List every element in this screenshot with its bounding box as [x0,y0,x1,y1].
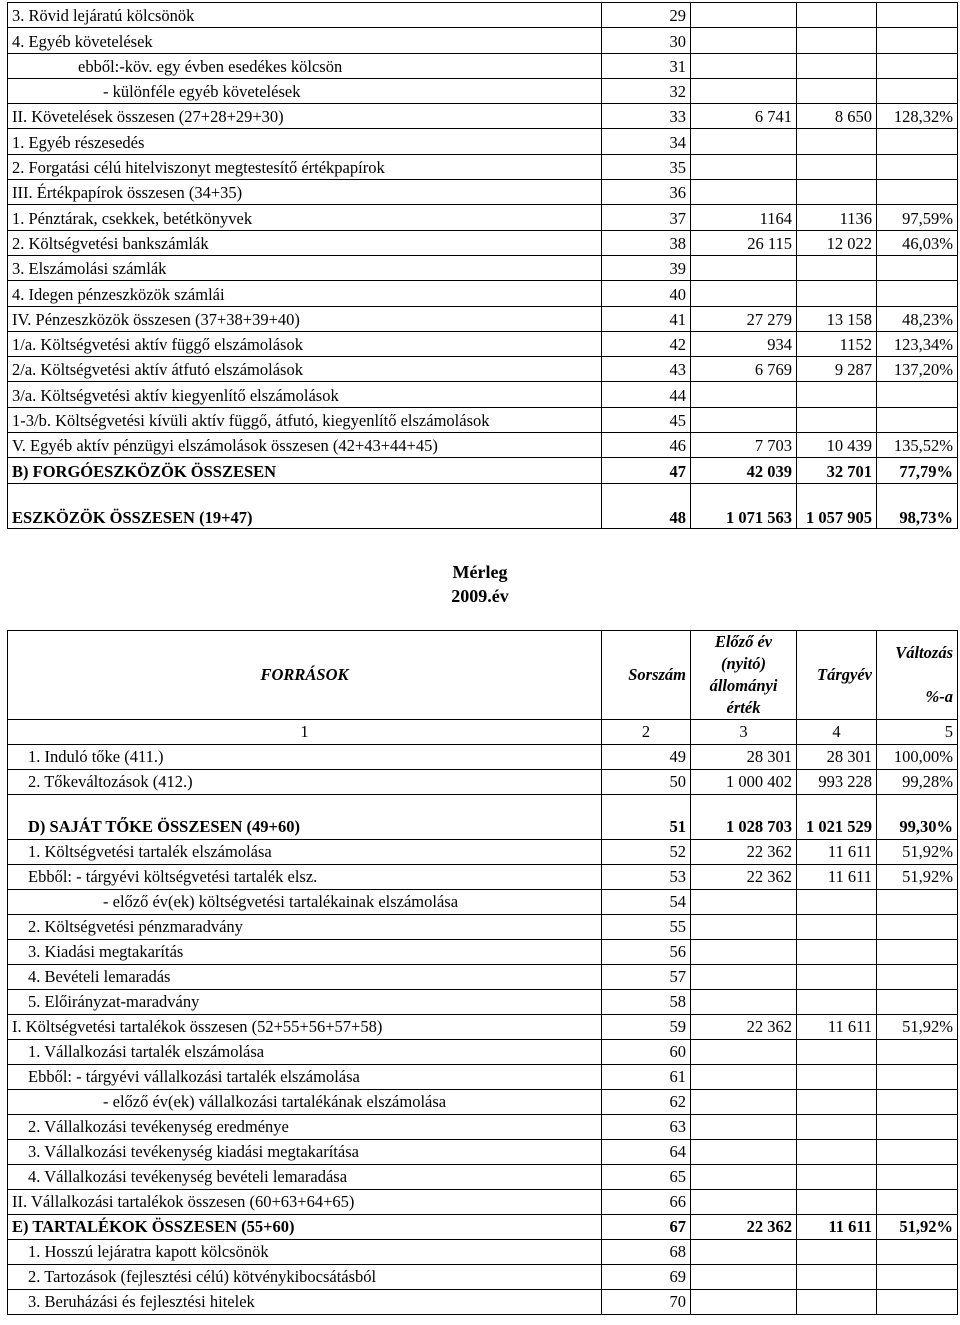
row-percent [877,1290,958,1315]
row-percent [877,28,958,53]
row-prev-value [691,990,797,1015]
row-label: Ebből: - tárgyévi költségvetési tartalék elsz. [8,865,602,890]
row-percent [877,1040,958,1065]
row-percent [877,129,958,154]
table-row [8,3,958,28]
row-prev-value [691,180,797,205]
row-curr-value: 993 228 [797,770,877,795]
row-curr-value [797,1115,877,1140]
row-curr-value: 11 611 [797,865,877,890]
table-row [8,205,958,230]
table-row [8,458,958,483]
row-label: II. Vállalkozási tartalékok összesen (60+63+64+65) [8,1190,602,1215]
row-curr-value [797,1265,877,1290]
page-title: Mérleg [452,562,508,582]
row-prev-value: 7 703 [691,433,797,458]
row-number: 67 [602,1215,691,1240]
row-label: IV. Pénzeszközök összesen (37+38+39+40) [8,306,602,331]
row-number: 48 [602,483,691,528]
row-prev-value: 1 000 402 [691,770,797,795]
table-row [8,865,958,890]
row-percent: 97,59% [877,205,958,230]
row-number: 36 [602,180,691,205]
row-prev-value [691,3,797,28]
row-percent [877,940,958,965]
header-valtozas-label: Változás [895,643,953,662]
row-prev-value [691,1140,797,1165]
row-prev-value [691,915,797,940]
table-row [8,1040,958,1065]
table-row [8,1115,958,1140]
row-label: 3. Rövid lejáratú kölcsönök [8,3,602,28]
row-percent [877,965,958,990]
row-number: 44 [602,382,691,407]
row-number: 30 [602,28,691,53]
row-label: 1. Költségvetési tartalék elszámolása [8,840,602,865]
row-prev-value [691,154,797,179]
row-number: 50 [602,770,691,795]
row-number: 29 [602,3,691,28]
row-curr-value: 10 439 [797,433,877,458]
row-number: 70 [602,1290,691,1315]
colnum-2: 2 [602,720,691,745]
table-row [8,940,958,965]
table-row [8,1065,958,1090]
table-row [8,1165,958,1190]
row-label: 1. Egyéb részesedés [8,129,602,154]
row-label: III. Értékpapírok összesen (34+35) [8,180,602,205]
row-label: 1/a. Költségvetési aktív függő elszámolások [8,331,602,356]
row-percent: 99,30% [877,795,958,840]
row-prev-value: 22 362 [691,840,797,865]
row-curr-value: 11 611 [797,1215,877,1240]
row-prev-value [691,1240,797,1265]
row-prev-value [691,1190,797,1215]
row-number: 37 [602,205,691,230]
row-label: 2. Tőkeváltozások (412.) [8,770,602,795]
row-prev-value [691,1040,797,1065]
row-number: 35 [602,154,691,179]
row-curr-value [797,965,877,990]
row-curr-value [797,940,877,965]
row-label: 1. Vállalkozási tartalék elszámolása [8,1040,602,1065]
row-prev-value [691,1090,797,1115]
row-number: 65 [602,1165,691,1190]
row-percent [877,3,958,28]
row-number: 45 [602,407,691,432]
row-curr-value: 1136 [797,205,877,230]
row-prev-value: 1164 [691,205,797,230]
row-prev-value: 28 301 [691,745,797,770]
row-prev-value [691,965,797,990]
row-number: 66 [602,1190,691,1215]
row-number: 33 [602,104,691,129]
row-number: 53 [602,865,691,890]
row-curr-value [797,915,877,940]
row-label: ESZKÖZÖK ÖSSZESEN (19+47) [8,483,602,528]
row-curr-value [797,1040,877,1065]
row-number: 68 [602,1240,691,1265]
table-row [8,1090,958,1115]
row-prev-value [691,78,797,103]
row-prev-value [691,407,797,432]
row-curr-value [797,1165,877,1190]
row-percent: 135,52% [877,433,958,458]
row-percent: 128,32% [877,104,958,129]
colnum-5: 5 [877,720,958,745]
row-curr-value [797,1240,877,1265]
row-prev-value [691,281,797,306]
row-label: D) SAJÁT TŐKE ÖSSZESEN (49+60) [8,795,602,840]
row-label: 3/a. Költségvetési aktív kiegyenlítő elszámolások [8,382,602,407]
row-curr-value [797,1090,877,1115]
table-row [8,965,958,990]
row-percent [877,1065,958,1090]
row-percent: 51,92% [877,865,958,890]
row-label: 1. Induló tőke (411.) [8,745,602,770]
row-curr-value [797,53,877,78]
table-row [8,53,958,78]
row-prev-value [691,1065,797,1090]
row-number: 62 [602,1090,691,1115]
table-row [8,78,958,103]
row-number: 56 [602,940,691,965]
table-row [8,281,958,306]
row-curr-value [797,890,877,915]
row-curr-value [797,1190,877,1215]
row-label: 2. Költségvetési pénzmaradvány [8,915,602,940]
row-curr-value: 9 287 [797,357,877,382]
row-label: B) FORGÓESZKÖZÖK ÖSSZESEN [8,458,602,483]
row-number: 47 [602,458,691,483]
colnum-1: 1 [8,720,602,745]
row-label: V. Egyéb aktív pénzügyi elszámolások összesen (42+43+44+45) [8,433,602,458]
row-number: 46 [602,433,691,458]
table-row [8,433,958,458]
row-label: 4. Vállalkozási tevékenység bevételi lemaradása [8,1165,602,1190]
row-prev-value [691,382,797,407]
row-percent [877,1265,958,1290]
row-percent: 46,03% [877,230,958,255]
row-prev-value [691,1165,797,1190]
row-label: 2. Vállalkozási tevékenység eredménye [8,1115,602,1140]
page-subtitle-year: 2009.év [451,586,509,606]
row-percent: 51,92% [877,1015,958,1040]
column-number-row [8,720,958,745]
row-label: - előző év(ek) vállalkozási tartalékának elszámolása [8,1090,602,1115]
row-label: - különféle egyéb követelések [8,78,602,103]
row-curr-value: 1 021 529 [797,795,877,840]
row-prev-value: 6 769 [691,357,797,382]
header-valtozas [877,631,958,720]
table-row [8,357,958,382]
row-prev-value [691,940,797,965]
row-percent [877,1115,958,1140]
row-label: 2. Forgatási célú hitelviszonyt megtestesítő értékpapírok [8,154,602,179]
row-percent [877,890,958,915]
row-number: 52 [602,840,691,865]
row-number: 42 [602,331,691,356]
row-prev-value [691,1290,797,1315]
row-curr-value [797,990,877,1015]
table-row [8,890,958,915]
table-row [8,1190,958,1215]
row-curr-value [797,382,877,407]
table-row [8,331,958,356]
row-percent: 77,79% [877,458,958,483]
row-prev-value: 42 039 [691,458,797,483]
row-label: 2/a. Költségvetési aktív átfutó elszámolások [8,357,602,382]
row-curr-value: 11 611 [797,840,877,865]
row-prev-value: 22 362 [691,1215,797,1240]
row-number: 49 [602,745,691,770]
row-percent [877,382,958,407]
row-number: 54 [602,890,691,915]
row-percent [877,990,958,1015]
row-label: 3. Vállalkozási tevékenység kiadási megtakarítása [8,1140,602,1165]
table-row [8,1215,958,1240]
table-row [8,990,958,1015]
colnum-3: 3 [691,720,797,745]
row-label: 4. Bevételi lemaradás [8,965,602,990]
header-valtozas-pct: %-a [925,687,953,706]
header-forrasok: FORRÁSOK [8,631,602,720]
row-percent [877,53,958,78]
table-row-total-assets [8,483,958,528]
row-number: 57 [602,965,691,990]
row-number: 32 [602,78,691,103]
row-curr-value: 1152 [797,331,877,356]
table-row [8,28,958,53]
row-prev-value [691,1265,797,1290]
row-prev-value [691,28,797,53]
row-label: ebből:-köv. egy évben esedékes kölcsön [8,53,602,78]
row-number: 39 [602,255,691,280]
row-number: 38 [602,230,691,255]
row-number: 34 [602,129,691,154]
table-row [8,1240,958,1265]
row-prev-value [691,1115,797,1140]
table-row [8,1140,958,1165]
row-label: 4. Egyéb követelések [8,28,602,53]
row-curr-value [797,255,877,280]
table-row [8,1265,958,1290]
header-sorszam: Sorszám [602,631,691,720]
row-label: - előző év(ek) költségvetési tartalékainak elszámolása [8,890,602,915]
table-row-equity-total [8,795,958,840]
row-prev-value: 1 028 703 [691,795,797,840]
row-label: 4. Idegen pénzeszközök számlái [8,281,602,306]
row-prev-value: 6 741 [691,104,797,129]
row-percent [877,281,958,306]
row-label: 1-3/b. Költségvetési kívüli aktív függő, átfutó, kiegyenlítő elszámolások [8,407,602,432]
row-prev-value [691,53,797,78]
table-row [8,745,958,770]
row-label: Ebből: - tárgyévi vállalkozási tartalék elszámolása [8,1065,602,1090]
row-curr-value [797,281,877,306]
table-row [8,840,958,865]
row-curr-value: 28 301 [797,745,877,770]
row-percent [877,255,958,280]
row-number: 40 [602,281,691,306]
row-curr-value [797,3,877,28]
row-label: 3. Kiadási megtakarítás [8,940,602,965]
assets-table [7,2,958,529]
row-number: 63 [602,1115,691,1140]
row-prev-value: 22 362 [691,865,797,890]
row-number: 41 [602,306,691,331]
row-number: 31 [602,53,691,78]
row-label: E) TARTALÉKOK ÖSSZESEN (55+60) [8,1215,602,1240]
table-row [8,255,958,280]
row-number: 60 [602,1040,691,1065]
table-row [8,382,958,407]
row-curr-value: 8 650 [797,104,877,129]
row-prev-value: 934 [691,331,797,356]
row-label: 3. Beruházási és fejlesztési hitelek [8,1290,602,1315]
row-percent: 98,73% [877,483,958,528]
row-prev-value: 22 362 [691,1015,797,1040]
row-percent [877,915,958,940]
row-percent [877,1240,958,1265]
row-number: 69 [602,1265,691,1290]
row-label: I. Költségvetési tartalékok összesen (52+55+56+57+58) [8,1015,602,1040]
colnum-4: 4 [797,720,877,745]
table-row [8,407,958,432]
row-number: 43 [602,357,691,382]
row-label: 1. Hosszú lejáratra kapott kölcsönök [8,1240,602,1265]
row-label: 2. Tartozások (fejlesztési célú) kötvénykibocsátásból [8,1265,602,1290]
row-curr-value: 1 057 905 [797,483,877,528]
row-prev-value: 26 115 [691,230,797,255]
table-row [8,1015,958,1040]
row-number: 55 [602,915,691,940]
row-curr-value [797,407,877,432]
table-header-row [8,631,958,720]
row-number: 58 [602,990,691,1015]
row-percent: 51,92% [877,1215,958,1240]
row-curr-value [797,129,877,154]
row-label: 5. Előirányzat-maradvány [8,990,602,1015]
row-percent: 137,20% [877,357,958,382]
row-curr-value: 32 701 [797,458,877,483]
row-percent: 99,28% [877,770,958,795]
row-percent [877,1165,958,1190]
row-percent [877,1090,958,1115]
row-curr-value [797,78,877,103]
row-number: 61 [602,1065,691,1090]
table-row [8,129,958,154]
table-row [8,154,958,179]
row-percent: 123,34% [877,331,958,356]
row-curr-value [797,180,877,205]
row-percent: 51,92% [877,840,958,865]
row-prev-value [691,255,797,280]
header-prev-year: Előző év (nyitó) állományi érték [691,631,797,720]
row-percent [877,1140,958,1165]
row-curr-value: 13 158 [797,306,877,331]
row-curr-value [797,1290,877,1315]
row-percent [877,180,958,205]
row-percent [877,407,958,432]
row-curr-value: 12 022 [797,230,877,255]
row-prev-value: 1 071 563 [691,483,797,528]
row-label: 1. Pénztárak, csekkek, betétkönyvek [8,205,602,230]
row-curr-value [797,28,877,53]
table-row [8,104,958,129]
row-percent [877,78,958,103]
row-percent: 100,00% [877,745,958,770]
row-label: 2. Költségvetési bankszámlák [8,230,602,255]
table-row [8,1290,958,1315]
row-percent: 48,23% [877,306,958,331]
row-curr-value [797,1140,877,1165]
header-targyev: Tárgyév [797,631,877,720]
table-row [8,230,958,255]
table-row [8,915,958,940]
row-number: 51 [602,795,691,840]
row-prev-value [691,129,797,154]
liabilities-table [7,630,958,1315]
row-curr-value: 11 611 [797,1015,877,1040]
row-curr-value [797,1065,877,1090]
row-percent [877,154,958,179]
row-percent [877,1190,958,1215]
row-prev-value: 27 279 [691,306,797,331]
row-number: 59 [602,1015,691,1040]
table-row [8,306,958,331]
row-prev-value [691,890,797,915]
table-row [8,180,958,205]
row-curr-value [797,154,877,179]
table-row [8,770,958,795]
row-label: 3. Elszámolási számlák [8,255,602,280]
row-number: 64 [602,1140,691,1165]
row-label: II. Követelések összesen (27+28+29+30) [8,104,602,129]
